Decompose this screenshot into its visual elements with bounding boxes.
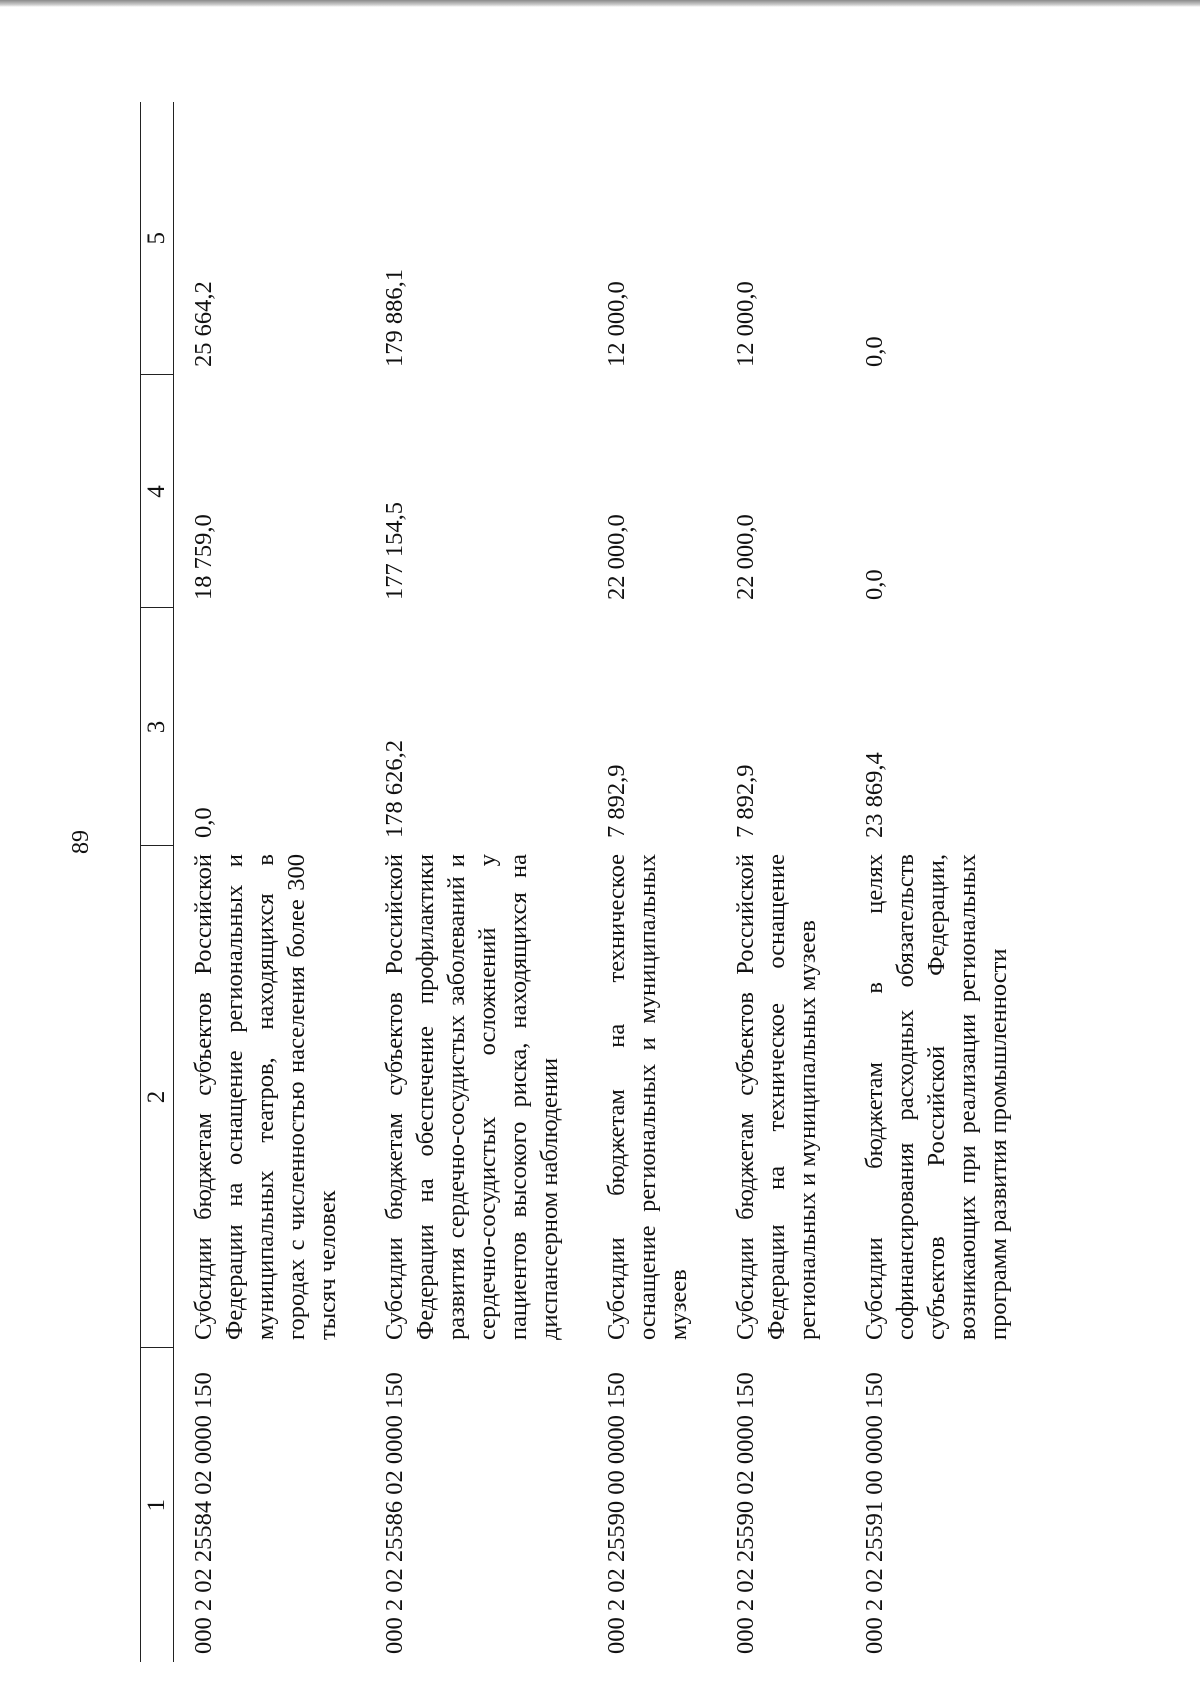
description: Субсидии бюджетам в целях софинансирования расходных обязательств субъектов Российской Федерации, возникающих при реализации региональных программ развития промышленности (861, 854, 1012, 1340)
budget-code: 000 2 02 25590 00 0000 150 (603, 1372, 630, 1654)
description: Субсидии бюджетам субъектов Российской Федерации на техническое оснащение региональных и муниципальных музеев (732, 854, 821, 1340)
table-row (845, 102, 1036, 1662)
value-col-5: 12 000,0 (603, 281, 630, 367)
value-col-4: 0,0 (861, 569, 888, 600)
value-col-3: 178 626,2 (381, 740, 408, 838)
header-col-1: 1 (141, 1348, 174, 1662)
value-col-5: 12 000,0 (732, 281, 759, 367)
table-row (587, 102, 716, 1662)
table-row (716, 102, 845, 1662)
budget-code: 000 2 02 25586 02 0000 150 (381, 1372, 408, 1654)
header-col-2: 2 (141, 846, 174, 1348)
header-col-3: 3 (141, 608, 174, 846)
header-col-4: 4 (141, 375, 174, 608)
header-col-5: 5 (141, 102, 174, 375)
table-header-row (141, 102, 174, 1662)
table-row (174, 102, 366, 1662)
value-col-5: 25 664,2 (190, 281, 217, 367)
page-number: 89 (68, 830, 94, 854)
value-col-4: 177 154,5 (381, 502, 408, 600)
description: Субсидии бюджетам субъектов Российской Федерации на оснащение региональных и муниципальных театров, находящихся в городах с численностью населения более 300 тысяч человек (190, 854, 341, 1340)
description: Субсидии бюджетам субъектов Российской Федерации на обеспечение профилактики развития сердечно-сосудистых заболеваний и сердечно-сосудистых осложнений у пациентов высокого риска, находящихся на диспансерном наблюдении (381, 854, 563, 1340)
value-col-4: 18 759,0 (190, 514, 217, 600)
value-col-4: 22 000,0 (603, 514, 630, 600)
description: Субсидии бюджетам на техническое оснащение региональных и муниципальных музеев (603, 854, 692, 1340)
value-col-3: 23 869,4 (861, 752, 888, 838)
budget-code: 000 2 02 25584 02 0000 150 (190, 1372, 217, 1654)
value-col-5: 179 886,1 (381, 269, 408, 367)
value-col-4: 22 000,0 (732, 514, 759, 600)
budget-code: 000 2 02 25590 02 0000 150 (732, 1372, 759, 1654)
value-col-3: 7 892,9 (603, 764, 630, 838)
budget-table (140, 102, 1036, 1662)
value-col-3: 0,0 (190, 807, 217, 838)
value-col-3: 7 892,9 (732, 764, 759, 838)
value-col-5: 0,0 (861, 336, 888, 367)
table-row (365, 102, 587, 1662)
budget-code: 000 2 02 25591 00 0000 150 (861, 1372, 888, 1654)
